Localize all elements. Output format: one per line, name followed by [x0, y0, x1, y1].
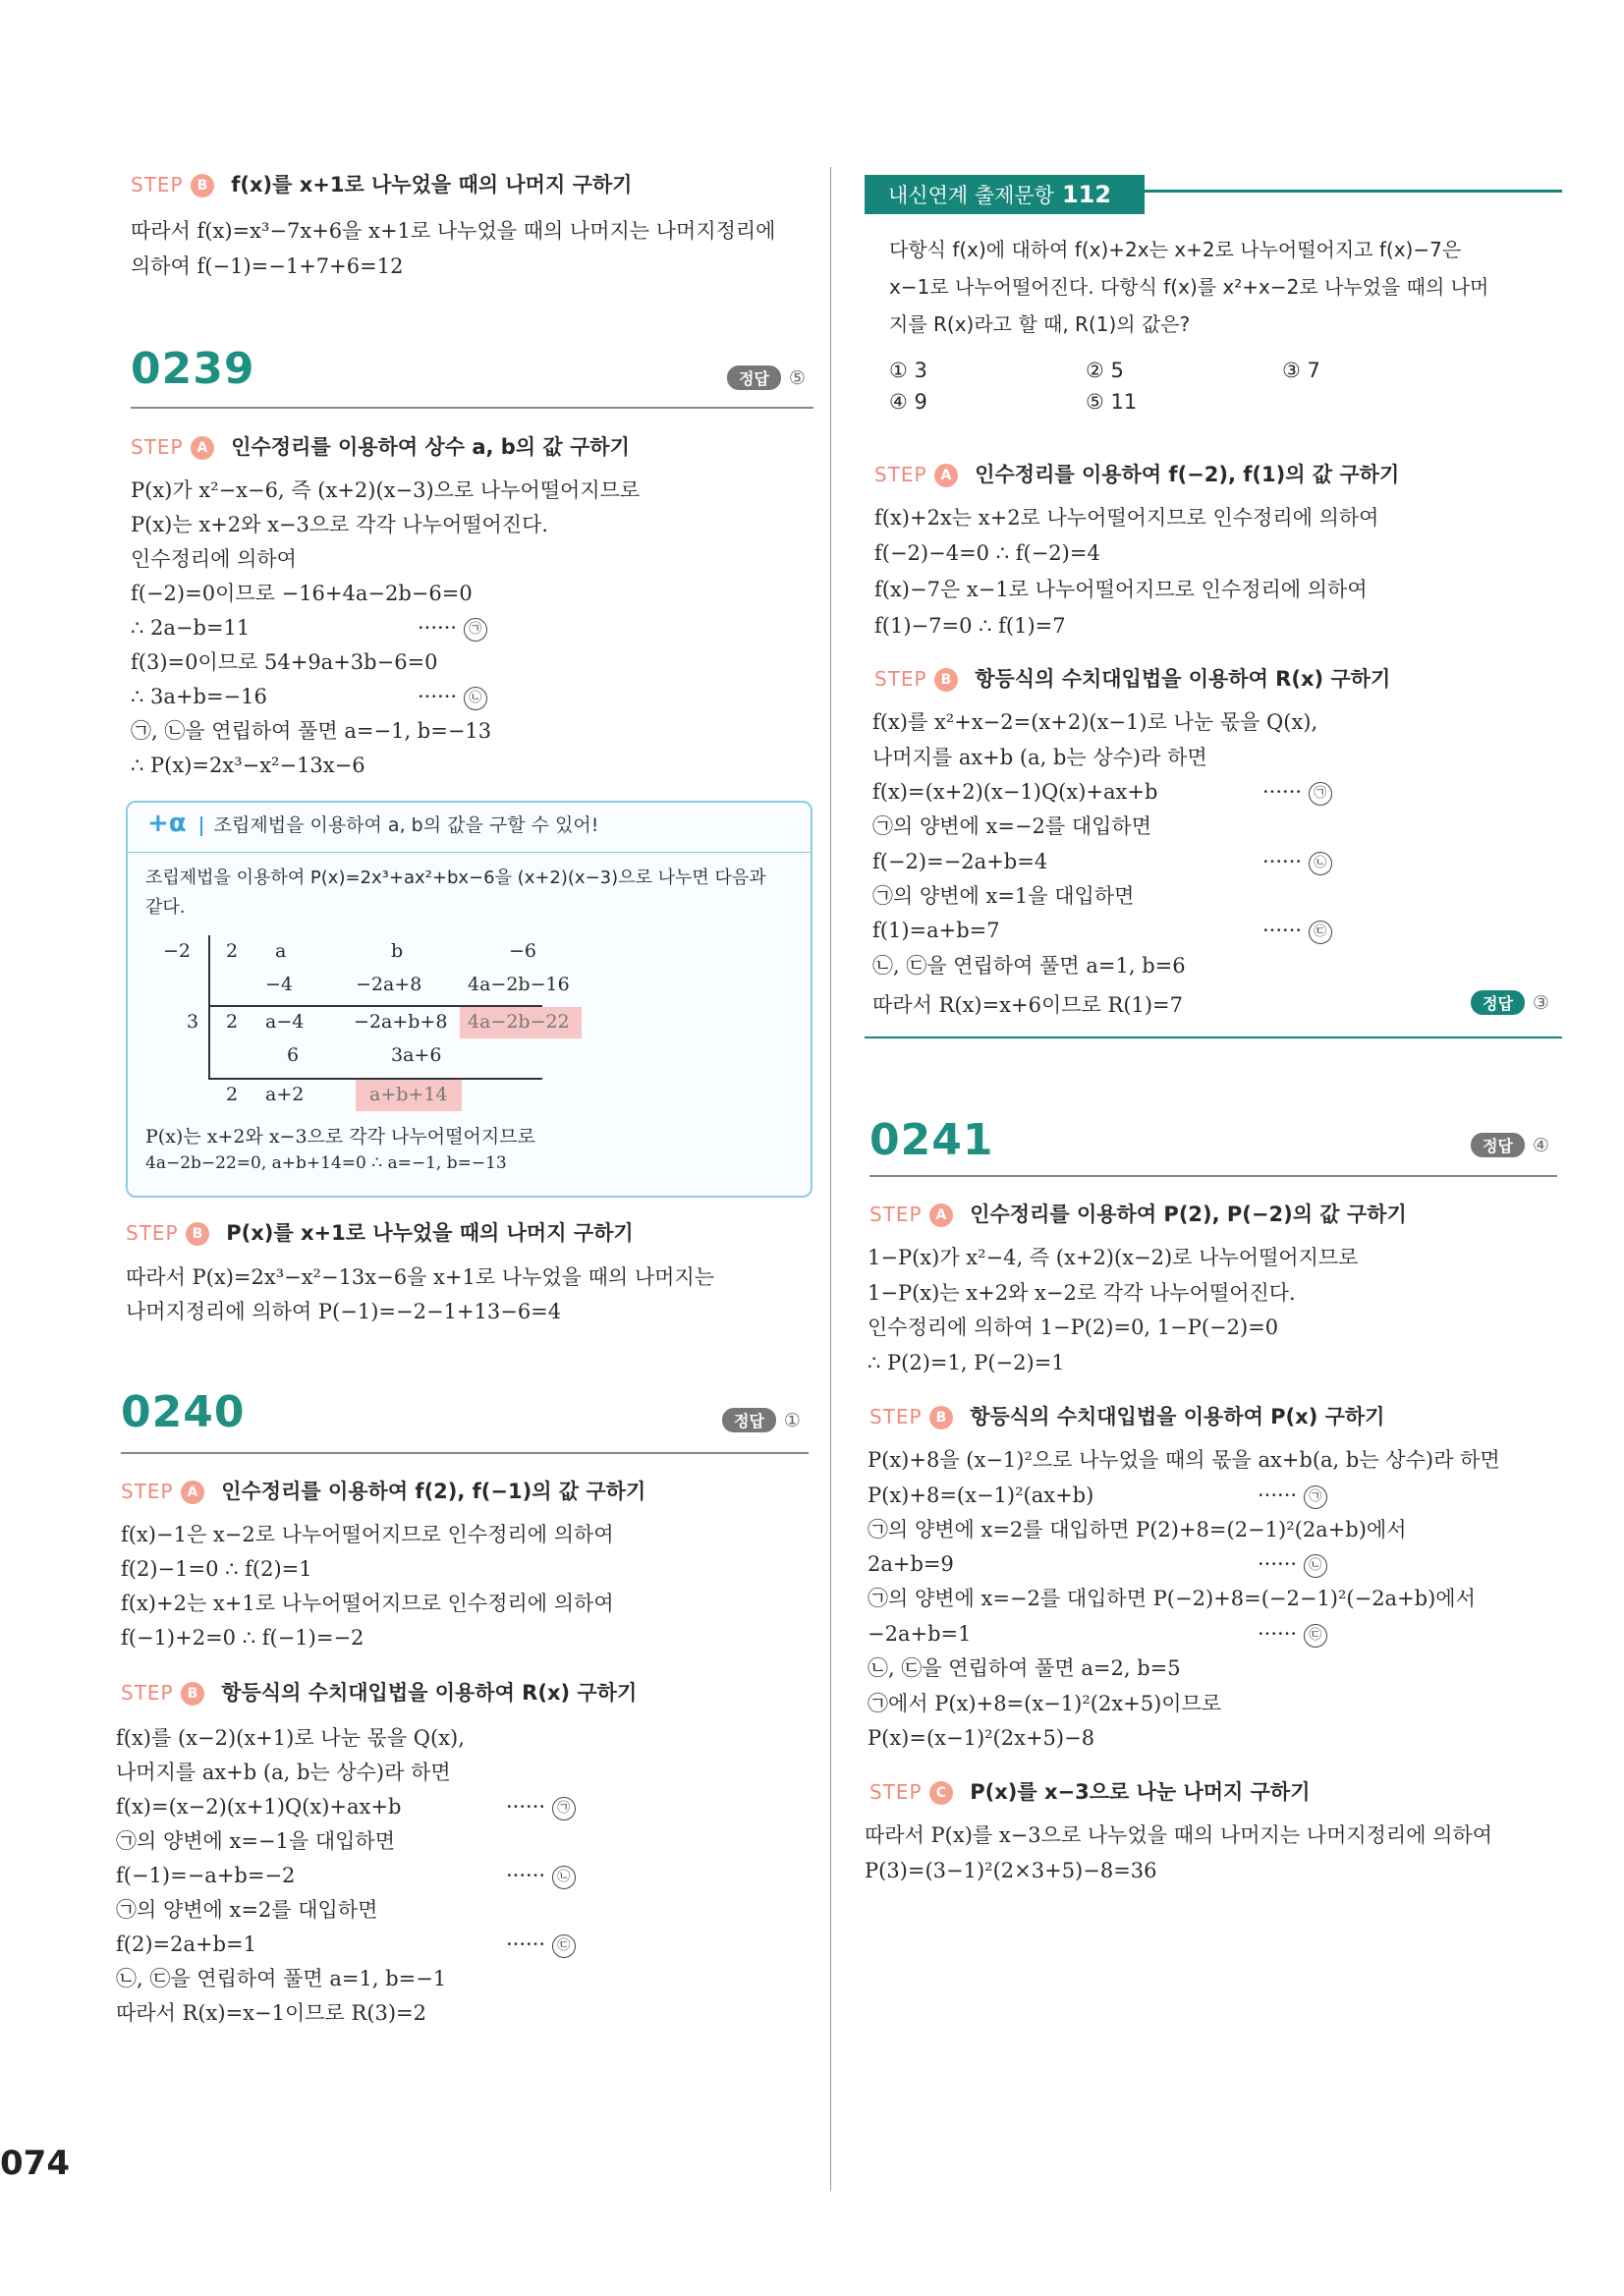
step-title: 항등식의 수치대입법을 이용하여 R(x) 구하기: [975, 667, 1391, 691]
choice-2[interactable]: ② 5: [1086, 359, 1124, 382]
step-tag: STEP: [869, 1203, 923, 1226]
step-header: [121, 1675, 637, 1710]
syn-cell: a+2: [265, 1084, 305, 1105]
choice-5[interactable]: ⑤ 11: [1086, 390, 1138, 414]
step-tag: STEP: [126, 1221, 179, 1245]
text-line: ∴ 3a+b=−16: [131, 685, 267, 708]
syn-cell: a: [275, 940, 287, 962]
answer-label: 정답: [1471, 1133, 1525, 1157]
text-line: f(−1)+2=0 ∴ f(−1)=−2: [121, 1626, 364, 1650]
syn-cell: 4a−2b−22: [468, 1011, 570, 1033]
tip-symbol: +α: [147, 809, 187, 838]
choice-1[interactable]: ① 3: [889, 359, 927, 382]
text-line: ㉠의 양변에 x=2를 대입하면: [116, 1898, 378, 1922]
problem-rule: [121, 1452, 809, 1454]
text-line: f(x)+2x는 x+2로 나누어떨어지므로 인수정리에 의하여: [874, 506, 1379, 530]
text-line: f(x)−1은 x−2로 나누어떨어지므로 인수정리에 의하여: [121, 1523, 614, 1546]
syn-cell: a+b+14: [369, 1084, 448, 1105]
text-line: ㉠의 양변에 x=−2를 대입하면 P(−2)+8=(−2−1)²(−2a+b)에서: [868, 1587, 1476, 1610]
equation-mark: [506, 1859, 576, 1892]
dots: ······: [418, 616, 458, 640]
text-line: 따라서 R(x)=x−1이므로 R(3)=2: [116, 2001, 427, 2025]
answer-label: 정답: [722, 1408, 776, 1432]
mark: ㉡: [1304, 1554, 1327, 1578]
step-icon: A: [181, 1481, 204, 1504]
step-icon: B: [934, 668, 958, 692]
text-line: P(x)+8을 (x−1)²으로 나누었을 때의 몫을 ax+b(a, b는 상수)라 하면: [868, 1448, 1500, 1472]
syn-cell: 4a−2b−16: [468, 974, 570, 995]
text-line: 나머지를 ax+b (a, b는 상수)라 하면: [116, 1761, 451, 1784]
step-header: [869, 1399, 1384, 1434]
equation-mark: [506, 1790, 576, 1823]
mark: ㉠: [552, 1797, 576, 1820]
answer-value: ④: [1532, 1135, 1549, 1156]
step-title: 인수정리를 이용하여 P(2), P(−2)의 값 구하기: [970, 1203, 1407, 1226]
text-line: f(1)−7=0 ∴ f(1)=7: [874, 614, 1066, 638]
choice-4[interactable]: ④ 9: [889, 390, 927, 414]
mark: ㉢: [552, 1934, 576, 1958]
syn-cell: b: [391, 940, 404, 962]
mark: ㉡: [1309, 852, 1332, 875]
text-line: 1−P(x)는 x+2와 x−2로 각각 나누어떨어진다.: [868, 1281, 1296, 1305]
step-icon: B: [186, 1222, 209, 1246]
tip-intro: 같다.: [145, 897, 186, 918]
step-title: 항등식의 수치대입법을 이용하여 R(x) 구하기: [221, 1681, 638, 1705]
text-line: f(x)=(x−2)(x+1)Q(x)+ax+b: [116, 1795, 402, 1819]
syn-cell: 2: [226, 940, 239, 962]
section-rule: [865, 1036, 1562, 1038]
dots: ······: [506, 1932, 546, 1956]
step-header: [131, 167, 632, 202]
answer-badge: [1471, 990, 1549, 1015]
equation-mark: [1258, 1617, 1327, 1651]
text-line: f(x)+2는 x+1로 나누어떨어지므로 인수정리에 의하여: [121, 1592, 614, 1615]
step-tag: STEP: [131, 173, 184, 196]
step-tag: STEP: [869, 1780, 923, 1804]
syn-divider-vertical: [208, 1007, 210, 1078]
syn-cell: 2: [226, 1084, 239, 1105]
text-line: ㉡, ㉢을 연립하여 풀면 a=1, b=−1: [116, 1967, 447, 1990]
answer-value: ①: [783, 1410, 801, 1431]
text-line: 나머지정리에 의하여 P(−1)=−2−1+13−6=4: [126, 1300, 562, 1323]
tip-header: [147, 809, 598, 838]
naesin-rule: [1145, 190, 1562, 193]
dots: ······: [1262, 919, 1303, 942]
text-line: P(x)는 x+2와 x−3으로 각각 나누어떨어진다.: [131, 513, 549, 536]
step-tag: STEP: [874, 463, 927, 486]
question-line: x−1로 나누어떨어진다. 다항식 f(x)를 x²+x−2로 나누었을 때의 나머: [889, 275, 1489, 299]
text-line: P(x)가 x²−x−6, 즉 (x+2)(x−3)으로 나누어떨어지므로: [131, 478, 641, 502]
tip-rule: [128, 852, 811, 853]
equation-mark: [1262, 914, 1332, 947]
step-icon: B: [929, 1406, 953, 1429]
mark: ㉡: [464, 687, 487, 710]
text-line: f(x)=(x+2)(x−1)Q(x)+ax+b: [872, 780, 1158, 804]
text-line: 따라서 R(x)=x+6이므로 R(1)=7: [872, 993, 1184, 1017]
text-line: ㉡, ㉢을 연립하여 풀면 a=2, b=5: [868, 1656, 1181, 1680]
mark: ㉠: [1309, 782, 1332, 806]
mark: ㉡: [552, 1866, 576, 1889]
tip-outro: 4a−2b−22=0, a+b+14=0 ∴ a=−1, b=−13: [145, 1153, 507, 1173]
step-icon: A: [191, 436, 214, 460]
answer-badge: [1471, 1133, 1549, 1157]
text-line: 2a+b=9: [868, 1552, 954, 1576]
tip-outro: P(x)는 x+2와 x−3으로 각각 나누어떨어지므로: [145, 1126, 535, 1148]
problem-rule: [869, 1175, 1557, 1177]
step-header: [131, 429, 630, 465]
naesin-label: 내신연계 출제문항: [888, 184, 1054, 207]
step-icon: B: [181, 1682, 204, 1706]
text-line: f(2)=2a+b=1: [116, 1932, 256, 1956]
text-line: ㉠의 양변에 x=−1을 대입하면: [116, 1829, 395, 1853]
text-line: f(x)를 (x−2)(x+1)로 나눈 몫을 Q(x),: [116, 1726, 465, 1750]
tip-separator: [200, 816, 202, 836]
step-tag: STEP: [121, 1480, 174, 1503]
text-line: −2a+b=1: [868, 1622, 972, 1646]
equation-mark: [506, 1928, 576, 1961]
text-line: f(x)를 x²+x−2=(x+2)(x−1)로 나눈 몫을 Q(x),: [872, 710, 1318, 734]
equation-mark: [418, 680, 487, 713]
mark: ㉠: [464, 618, 487, 642]
dots: ······: [1258, 1484, 1298, 1507]
step-tag: STEP: [131, 435, 184, 459]
tip-title: 조립제법을 이용하여 a, b의 값을 구할 수 있어!: [213, 814, 599, 836]
syn-cell: 2: [226, 1011, 239, 1033]
text-line: 인수정리에 의하여: [131, 547, 297, 571]
text-line: f(−2)=−2a+b=4: [872, 850, 1048, 873]
problem-number: 0239: [131, 344, 255, 394]
answer-value: ⑤: [788, 367, 806, 389]
step-header: [869, 1197, 1407, 1232]
mark: ㉠: [1304, 1485, 1327, 1509]
step-header: [874, 661, 1390, 697]
text-line: ㉡, ㉢을 연립하여 풀면 a=1, b=6: [872, 954, 1186, 978]
text-line: 나머지를 ax+b (a, b는 상수)라 하면: [872, 746, 1207, 769]
text-line: f(−2)−4=0 ∴ f(−2)=4: [874, 541, 1100, 565]
text-line: P(3)=(3−1)²(2×3+5)−8=36: [865, 1859, 1157, 1882]
naesin-number: 112: [1061, 181, 1112, 208]
text-line: ㉠에서 P(x)+8=(x−1)²(2x+5)이므로: [868, 1692, 1222, 1715]
problem-rule: [131, 407, 813, 409]
answer-label: 정답: [1471, 990, 1525, 1015]
syn-cell: 3a+6: [391, 1044, 442, 1066]
step-icon: A: [929, 1204, 953, 1227]
dots: ······: [1262, 850, 1303, 873]
dots: ······: [506, 1795, 546, 1819]
dots: ······: [1262, 780, 1303, 804]
text-line: 1−P(x)가 x²−4, 즉 (x+2)(x−2)로 나누어떨어지므로: [868, 1246, 1359, 1269]
text-line: ㉠, ㉡을 연립하여 풀면 a=−1, b=−13: [131, 719, 492, 743]
text-line: P(x)=(x−1)²(2x+5)−8: [868, 1726, 1095, 1750]
text-line: f(−1)=−a+b=−2: [116, 1864, 296, 1887]
text-line: ∴ 2a−b=11: [131, 616, 251, 640]
equation-mark: [1258, 1547, 1327, 1581]
syn-cell: 6: [287, 1044, 300, 1066]
syn-divider-vertical: [208, 935, 210, 1006]
answer-label: 정답: [727, 365, 781, 390]
step-icon: A: [934, 464, 958, 487]
equation-mark: [1262, 775, 1332, 809]
step-icon: B: [191, 174, 214, 197]
tip-box: [126, 801, 812, 1198]
text-line: f(1)=a+b=7: [872, 919, 1000, 942]
step-title: f(x)를 x+1로 나누었을 때의 나머지 구하기: [231, 173, 633, 196]
syn-cell: a−4: [265, 1011, 305, 1033]
text-line: ㉠의 양변에 x=−2를 대입하면: [872, 814, 1151, 838]
syn-cell: −6: [509, 940, 537, 962]
dots: ······: [1258, 1552, 1298, 1576]
answer-value: ③: [1532, 992, 1549, 1014]
text-line: f(3)=0이므로 54+9a+3b−6=0: [131, 650, 438, 674]
text-line: f(2)−1=0 ∴ f(2)=1: [121, 1557, 312, 1581]
step-tag: STEP: [874, 667, 927, 691]
naesin-header: [865, 175, 1145, 214]
answer-badge: [727, 365, 806, 390]
step-header: [126, 1215, 634, 1251]
dots: ······: [506, 1864, 546, 1887]
equation-mark: [1262, 845, 1332, 878]
text-line: 의하여 f(−1)=−1+7+6=12: [131, 254, 404, 278]
syn-cell: −2: [163, 940, 192, 962]
choice-3[interactable]: ③ 7: [1282, 359, 1320, 382]
text-line: f(−2)=0이므로 −16+4a−2b−6=0: [131, 582, 473, 605]
dots: ······: [1258, 1622, 1298, 1646]
question-line: 지를 R(x)라고 할 때, R(1)의 값은?: [889, 312, 1191, 336]
text-line: 따라서 P(x)를 x−3으로 나누었을 때의 나머지는 나머지정리에 의하여: [865, 1823, 1493, 1847]
mark: ㉢: [1309, 921, 1332, 944]
step-icon: C: [929, 1781, 953, 1805]
page-number: 074: [0, 2144, 70, 2183]
syn-cell: −2a+b+8: [354, 1011, 448, 1033]
step-title: 인수정리를 이용하여 f(−2), f(1)의 값 구하기: [975, 463, 1400, 486]
step-title: 인수정리를 이용하여 f(2), f(−1)의 값 구하기: [221, 1480, 646, 1503]
text-line: 따라서 P(x)=2x³−x²−13x−6을 x+1로 나누었을 때의 나머지는: [126, 1265, 715, 1289]
step-title: 항등식의 수치대입법을 이용하여 P(x) 구하기: [970, 1405, 1385, 1428]
step-title: 인수정리를 이용하여 상수 a, b의 값 구하기: [231, 435, 630, 459]
tip-intro: 조립제법을 이용하여 P(x)=2x³+ax²+bx−6을 (x+2)(x−3)으로 나누면 다음과: [145, 868, 766, 888]
text-line: ∴ P(x)=2x³−x²−13x−6: [131, 754, 365, 777]
step-header: [121, 1474, 645, 1509]
text-line: ㉠의 양변에 x=1을 대입하면: [872, 884, 1135, 908]
text-line: P(x)+8=(x−1)²(ax+b): [868, 1484, 1094, 1507]
problem-number: 0240: [121, 1387, 246, 1437]
step-header: [869, 1774, 1311, 1810]
step-title: P(x)를 x−3으로 나눈 나머지 구하기: [970, 1780, 1311, 1804]
equation-mark: [418, 611, 487, 644]
question-line: 다항식 f(x)에 대하여 f(x)+2x는 x+2로 나누어떨어지고 f(x)−7은: [889, 238, 1462, 261]
syn-cell: −2a+8: [356, 974, 422, 995]
step-header: [874, 457, 1399, 492]
dots: ······: [418, 685, 458, 708]
step-tag: STEP: [869, 1405, 923, 1428]
text-line: 인수정리에 의하여 1−P(2)=0, 1−P(−2)=0: [868, 1316, 1279, 1339]
column-divider: [830, 167, 831, 2191]
answer-badge: [722, 1408, 801, 1432]
syn-cell: −4: [265, 974, 294, 995]
text-line: 따라서 f(x)=x³−7x+6을 x+1로 나누었을 때의 나머지는 나머지정리에: [131, 219, 776, 243]
mark: ㉢: [1304, 1624, 1327, 1648]
syn-cell: 3: [187, 1011, 199, 1033]
problem-number: 0241: [869, 1115, 994, 1165]
step-tag: STEP: [121, 1681, 174, 1705]
text-line: ㉠의 양변에 x=2를 대입하면 P(2)+8=(2−1)²(2a+b)에서: [868, 1518, 1407, 1541]
step-title: P(x)를 x+1로 나누었을 때의 나머지 구하기: [226, 1221, 634, 1245]
equation-mark: [1258, 1479, 1327, 1512]
text-line: ∴ P(2)=1, P(−2)=1: [868, 1351, 1065, 1374]
text-line: f(x)−7은 x−1로 나누어떨어지므로 인수정리에 의하여: [874, 578, 1368, 601]
